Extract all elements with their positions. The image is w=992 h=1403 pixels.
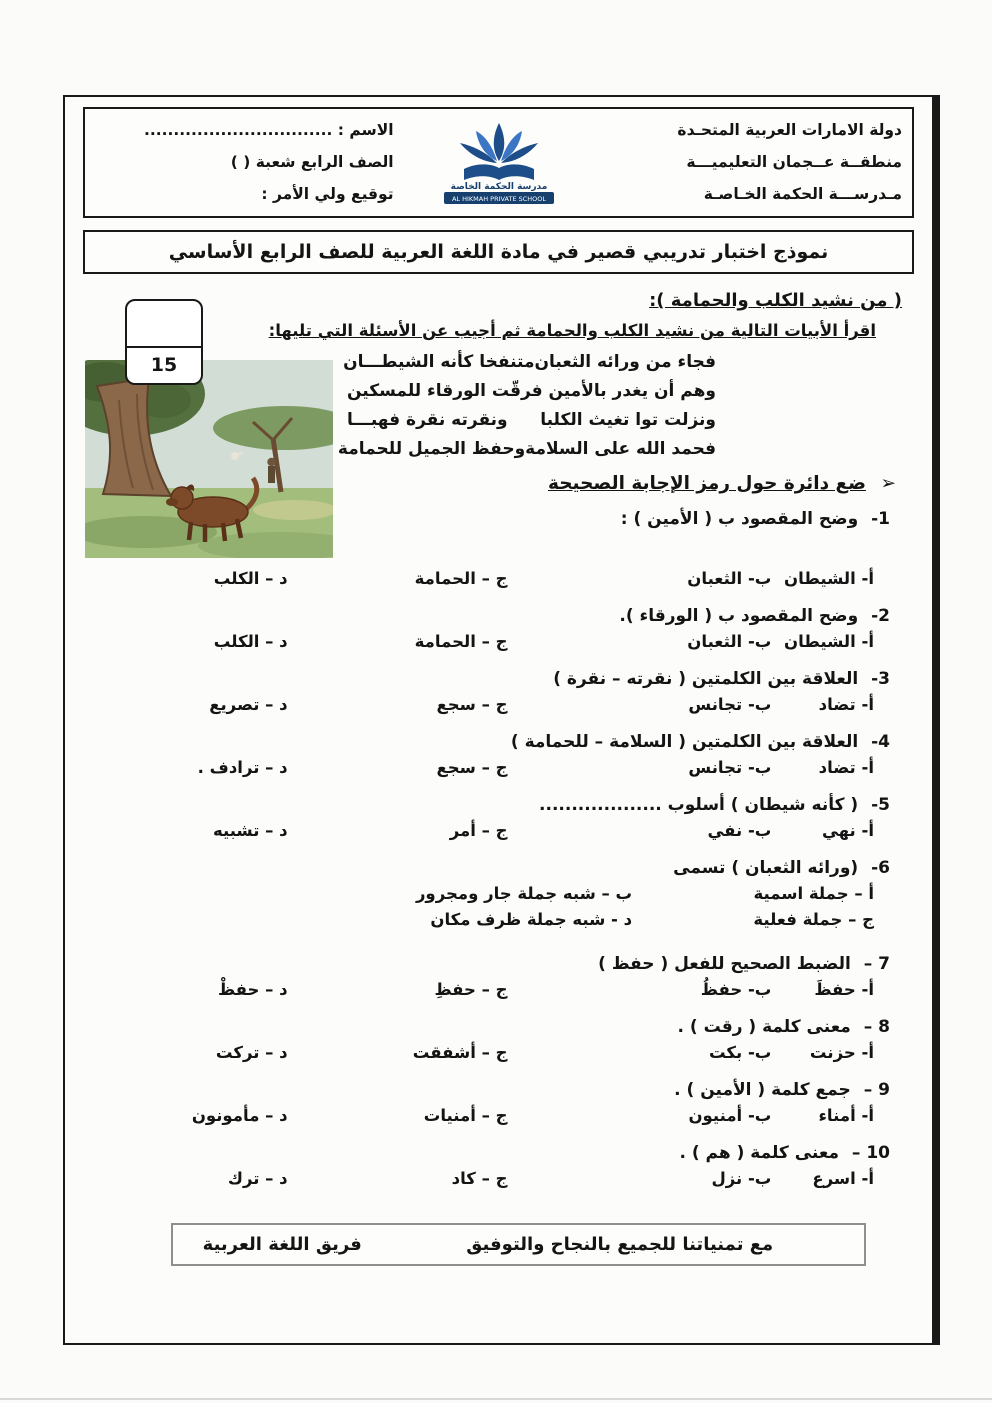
question-text-line <box>81 599 916 629</box>
instruction-line: اقرأ الأبيات التالية من نشيد الكلب والحمامة ثم أجيب عن الأسئلة التي تليها: <box>268 321 876 341</box>
logo-school-name-arabic: مدرسة الحكمة الخاصة <box>450 181 547 192</box>
options-row <box>81 566 916 599</box>
option-d: د – تركت <box>215 1043 288 1063</box>
option-a: أ- اسرع <box>812 1169 874 1189</box>
questions-list <box>81 502 916 1199</box>
option-d: د – الكلب <box>213 569 288 589</box>
option-b: ب- الثعبان <box>687 632 772 652</box>
options-row <box>81 755 916 788</box>
option-a: أ- الشيطان <box>784 569 874 589</box>
guardian-signature-field: توقيع ولي الأمر : <box>261 184 394 203</box>
option-b: ب- أمنيون <box>688 1106 772 1126</box>
question-text-line <box>81 947 916 977</box>
hemistich-left: ونقرته نقرة فهبـــا <box>347 410 508 431</box>
score-box-empty-cell <box>127 301 201 348</box>
school-logo <box>394 119 604 207</box>
question-number: 8 – <box>863 1017 890 1038</box>
question-text: العلاقة بين الكلمتين ( نقرته – نقرة ) <box>553 669 859 690</box>
question-text-line <box>81 662 916 692</box>
question-block <box>81 725 916 788</box>
footer-bar <box>171 1223 866 1266</box>
option-a: أ- نهي <box>821 821 874 841</box>
option-d: د – تشبيه <box>212 821 288 841</box>
question-text-line <box>81 1073 916 1103</box>
question-text: (ورائه الثعبان ) تسمى <box>673 858 859 879</box>
question-number: 10 – <box>851 1143 890 1164</box>
dog-and-trees-illustration <box>85 360 333 558</box>
question-block <box>81 851 916 947</box>
options-row <box>81 818 916 851</box>
option-c: ج – جملة فعلية <box>753 910 874 930</box>
question-text-line <box>81 1010 916 1040</box>
organization-block <box>603 115 902 210</box>
option-b: ب- حفظُ <box>700 980 772 1000</box>
logo-school-name-english: AL HIKMAH PRIVATE SCHOOL <box>451 194 546 203</box>
footer-wish-text: مع تمنياتنا للجميع بالنجاح والتوفيق <box>466 1234 774 1256</box>
page-border-frame <box>63 95 940 1345</box>
question-block <box>81 1136 916 1199</box>
option-c: ج – سجع <box>436 695 508 715</box>
question-number: 3- <box>871 669 890 690</box>
mcq-heading-text: ضع دائرة حول رمز الإجابة الصحيحة <box>547 473 867 495</box>
hemistich-right: ونزلت توا تغيث الكلبا <box>540 410 716 431</box>
question-text: العلاقة بين الكلمتين ( السلامة – للحمامة ) <box>510 732 859 753</box>
hemistich-right: فحمد الله على السلامة <box>525 439 716 460</box>
student-name-field: الاسم : ................................ <box>143 121 394 139</box>
question-text: معنى كلمة ( هم ) . <box>679 1143 839 1164</box>
section-heading <box>81 274 916 311</box>
option-a: أ- حزنت <box>809 1043 874 1063</box>
question-number: 7 – <box>863 954 890 975</box>
question-number: 2- <box>871 606 890 627</box>
score-value: 15 <box>150 354 178 376</box>
option-d: د – مأمونون <box>191 1106 288 1126</box>
question-block <box>81 947 916 1010</box>
question-block <box>81 662 916 725</box>
hemistich-right: فجاء من ورائه الثعبان <box>534 352 716 373</box>
poem-line <box>347 381 716 401</box>
option-d: د – حفظْ <box>217 980 288 1000</box>
question-text: معنى كلمة ( رقت ) . <box>677 1017 851 1038</box>
option-b: ب- الثعبان <box>687 569 772 589</box>
option-d: د – ترك <box>227 1169 288 1189</box>
school-logo-emblem <box>423 119 575 207</box>
option-b: ب- نزل <box>711 1169 772 1189</box>
hemistich-left: متنفخا كأنه الشيطـــان <box>343 352 535 373</box>
question-number: 1- <box>871 509 890 530</box>
question-text: وضح المقصود ب ( الأمين ) : <box>620 509 859 530</box>
page-content <box>65 107 932 1266</box>
option-a: أ – جملة اسمية <box>753 884 874 904</box>
question-text: جمع كلمة ( الأمين ) . <box>674 1080 851 1101</box>
question-number: 6- <box>871 858 890 879</box>
question-block <box>81 1010 916 1073</box>
question-block <box>81 599 916 662</box>
option-b: ب- بكت <box>708 1043 772 1063</box>
org-line-zone: منطقــة عــجمان التعليميـــة <box>686 152 902 171</box>
option-c: ج – الحمامة <box>414 569 508 589</box>
option-a: أ- حفظَ <box>814 980 874 1000</box>
question-text-line <box>81 851 916 881</box>
hemistich-left: فرقّت الورقاء للمسكين <box>347 381 543 402</box>
options-row <box>81 629 916 662</box>
options-row <box>81 881 916 947</box>
option-b: ب- نفي <box>707 821 772 841</box>
org-line-country: دولة الامارات العربية المتحـدة <box>677 121 902 139</box>
option-c: ج – أشفقت <box>412 1043 508 1063</box>
option-d: د – الكلب <box>213 632 288 652</box>
grade-section-field: الصف الرابع شعبة ( ) <box>230 152 394 171</box>
option-a: أ- تضاد <box>818 758 874 778</box>
exam-title: نموذج اختبار تدريبي قصير في مادة اللغة العربية للصف الرابع الأساسي <box>83 230 914 274</box>
question-number: 9 – <box>863 1080 890 1101</box>
options-row <box>81 1103 916 1136</box>
option-c: ج – أمنيات <box>423 1106 508 1126</box>
illustration-drawing <box>85 360 333 558</box>
options-row <box>81 1166 916 1199</box>
hemistich-left: وحفظ الجميل للحمامة <box>337 439 526 460</box>
section-heading-text: ( من نشيد الكلب والحمامة ): <box>649 290 902 312</box>
score-box <box>125 299 203 385</box>
question-block <box>81 788 916 851</box>
question-text: وضح المقصود ب ( الورقاء ). <box>619 606 859 627</box>
footer-team-text: فريق اللغة العربية <box>202 1234 362 1256</box>
option-a: أ- أمناء <box>818 1106 874 1126</box>
option-d: د – تصريع <box>209 695 288 715</box>
option-c: ج – كاد <box>451 1169 508 1189</box>
org-line-school: مـدرســـة الحكمة الخـاصـة <box>703 184 902 203</box>
option-c: ج – حفظِ <box>434 980 508 1000</box>
option-c: ج – الحمامة <box>414 632 508 652</box>
options-row <box>81 977 916 1010</box>
poem-line <box>337 439 716 460</box>
hemistich-right: وهم أن يغدر بالأمين <box>548 381 716 402</box>
option-d: د – ترادف . <box>197 758 288 778</box>
poem-line <box>347 410 716 430</box>
question-number: 5- <box>871 795 890 816</box>
header <box>83 107 914 218</box>
student-fields-block <box>95 115 394 210</box>
question-number: 4- <box>871 732 890 753</box>
question-block <box>81 1073 916 1136</box>
option-b: ب- تجانس <box>688 758 772 778</box>
option-b: ب – شبه جملة جار ومجرور <box>415 884 633 904</box>
poem-line <box>343 352 716 373</box>
option-a: أ- الشيطان <box>784 632 874 652</box>
option-a: أ- تضاد <box>818 695 874 715</box>
option-c: ج – أمر <box>449 821 508 841</box>
question-text-line <box>81 725 916 755</box>
question-text: الضبط الصحيح للفعل ( حفظ ) <box>598 954 851 975</box>
arrow-bullet-icon: ➢ <box>880 473 896 495</box>
question-text-line <box>81 788 916 818</box>
question-text: ( كأنه شيطان ) أسلوب ................... <box>539 795 859 816</box>
option-b: ب- تجانس <box>688 695 772 715</box>
option-d: د - شبه جملة ظرف مكان <box>430 910 633 930</box>
option-c: ج – سجع <box>436 758 508 778</box>
question-text-line <box>81 1136 916 1166</box>
options-row <box>81 1040 916 1073</box>
options-row <box>81 692 916 725</box>
